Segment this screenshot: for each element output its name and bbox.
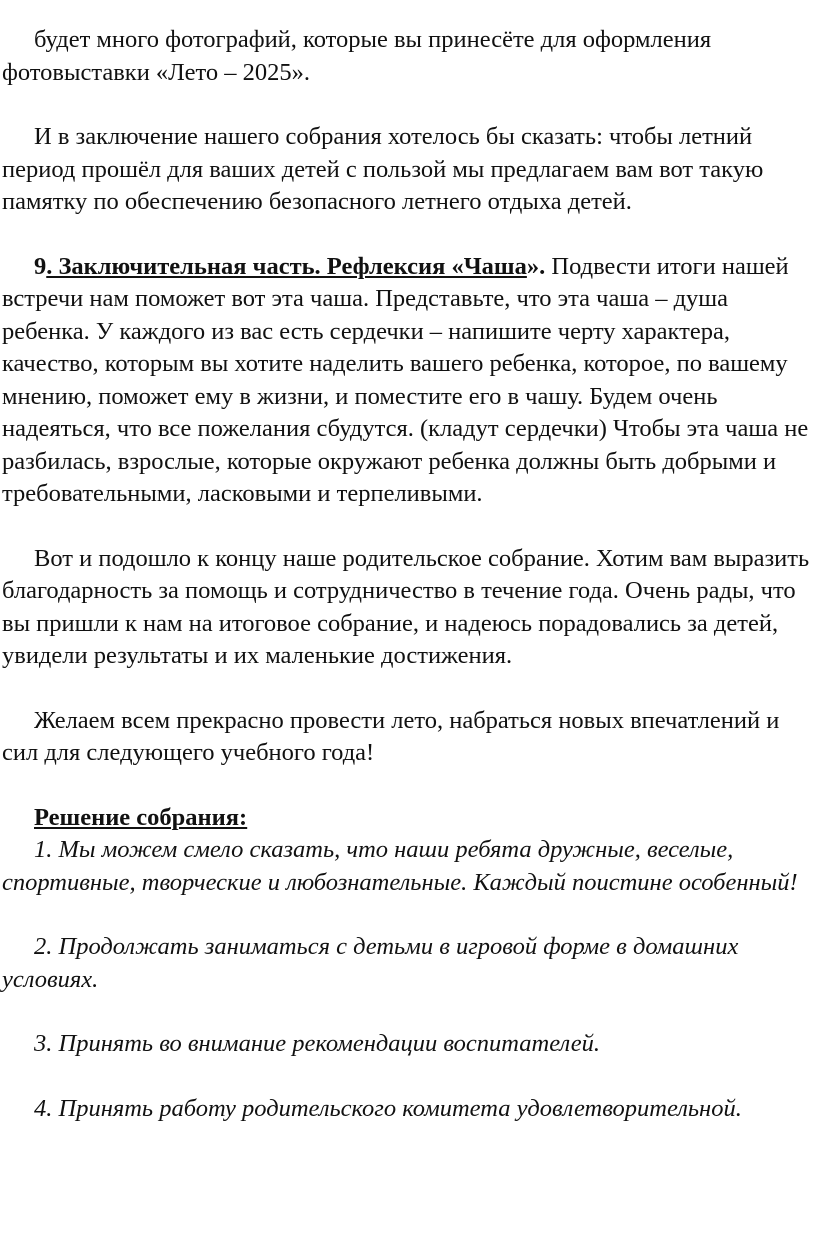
decision-item-1: 1. Мы можем смело сказать, что наши ребята дружные, веселые, спортивные, творческие и любознательные. Каждый поистине особенный! — [2, 836, 798, 896]
paragraph-photo-exhibition: будет много фотографий, которые вы принесёте для оформления фотовыставки «Лето – 2025». — [2, 26, 712, 86]
decision-item-3: 3. Принять во внимание рекомендации воспитателей. — [34, 1030, 601, 1057]
section-number: 9 — [34, 252, 47, 280]
paragraph-farewell: Вот и подошло к концу наше родительское собрание. Хотим вам выразить благодарность за помощь и сотрудничество в течение года. Очень рады, что вы пришли к нам на итоговое собрание, и надеюсь порадовались за детей, увидели результаты и их маленькие достижения. — [2, 544, 810, 669]
decision-heading-line — [2, 802, 814, 835]
reflection-body: Подвести итоги нашей встречи нам поможет вот эта чаша. Представьте, что эта чаша – душа ребенка. У каждого из вас есть сердечки – напишите черту характера, качество, которым вы хотите наделить вашего ребенка, которое, по вашему мнению, поможет ему в жизни, и поместите его в чашу. Будем очень надеяться, что все пожелания сбудутся. (кладут сердечки) Чтобы эта чаша не разбилась, взрослые, которые окружают ребенка должны быть добрыми и требовательными, ласковыми и терпеливыми. — [2, 252, 809, 507]
decision-item-2: 2. Продолжать заниматься с детьми в игровой форме в домашних условиях. — [2, 933, 739, 993]
section-heading-tail: ». — [526, 252, 546, 280]
section-heading: . Заключительная часть. Рефлексия «Чаша — [46, 252, 527, 280]
paragraph-reflection — [2, 251, 814, 511]
paragraph-conclusion: И в заключение нашего собрания хотелось бы сказать: чтобы летний период прошёл для ваших детей с пользой мы предлагаем вам вот такую памятку по обеспечению безопасного летнего отдыха детей. — [2, 123, 764, 215]
paragraph-wishes: Желаем всем прекрасно провести лето, набраться новых впечатлений и сил для следующего учебного года! — [2, 706, 780, 766]
decision-heading: Решение собрания: — [34, 803, 248, 831]
decision-item-4: 4. Принять работу родительского комитета удовлетворительной. — [34, 1094, 742, 1122]
